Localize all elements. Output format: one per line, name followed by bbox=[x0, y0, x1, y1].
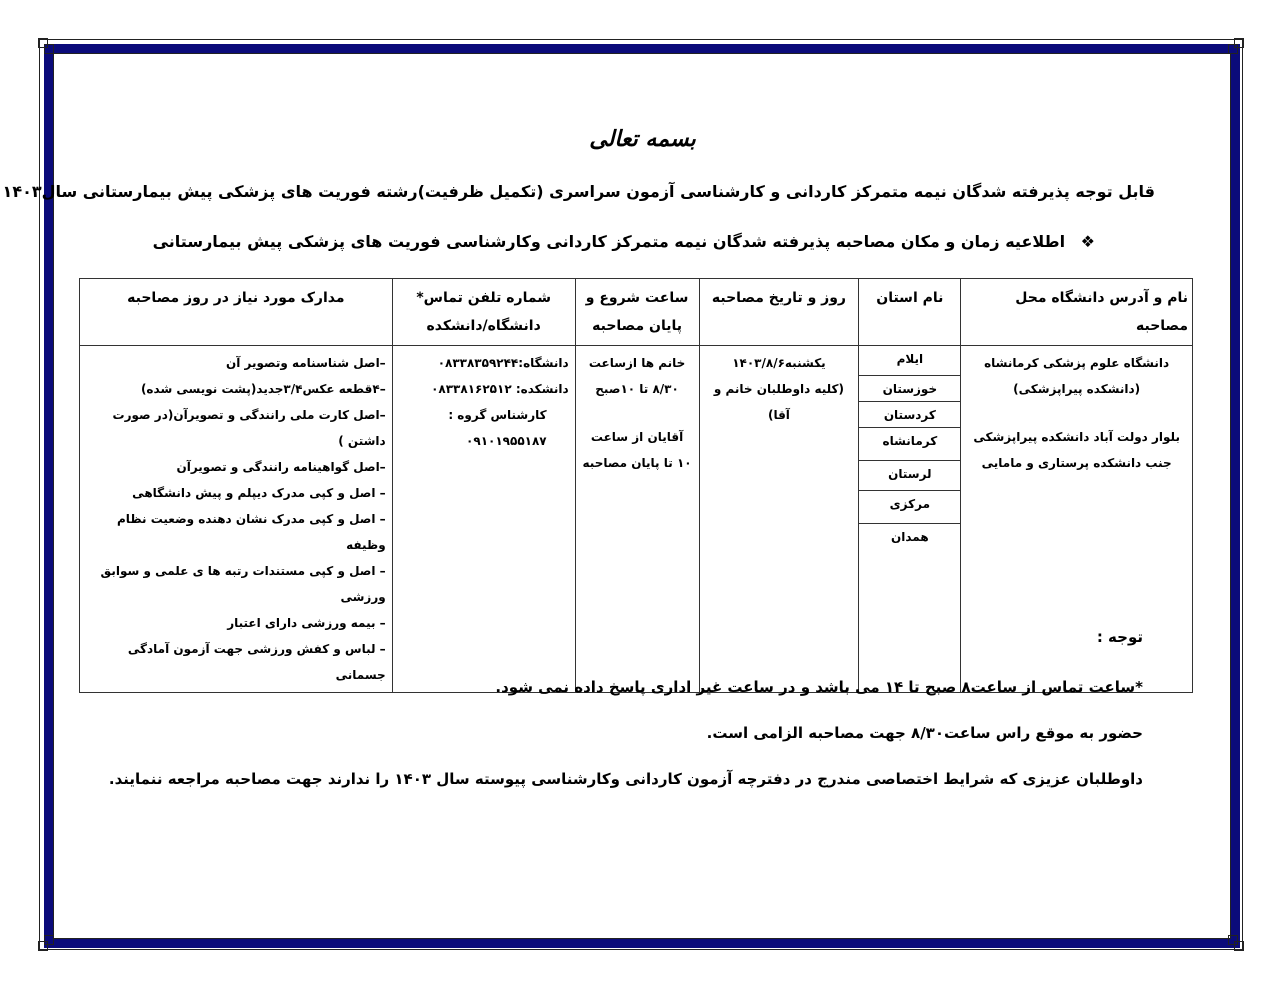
university-address-line-1: بلوار دولت آباد دانشکده پیراپزشکی bbox=[973, 430, 1180, 444]
header-university: نام و آدرس دانشگاه محل مصاحبه bbox=[961, 279, 1193, 346]
table-row bbox=[80, 346, 1193, 693]
phone-faculty: دانشکده: ۰۸۳۳۸۱۶۲۵۱۲ bbox=[431, 382, 569, 396]
province-item: خوزستان bbox=[859, 376, 960, 402]
cell-university bbox=[961, 346, 1193, 693]
notice-heading-text: اطلاعیه زمان و مکان مصاحبه پذیرفته شدگان نیمه متمرکز کاردانی وکارشناسی فوریت های پزشکی پیش بیمارستانی bbox=[152, 232, 1066, 251]
time-women-range: ۸/۳۰ تا ۱۰صبح bbox=[595, 382, 679, 396]
time-women-label: خانم ها ازساعت bbox=[588, 356, 686, 370]
document-item: –اصل گواهینامه رانندگی و تصویرآن bbox=[176, 460, 386, 474]
province-item: کردستان bbox=[859, 402, 960, 428]
corner-ornament-icon bbox=[38, 38, 56, 56]
document-item: –اصل شناسنامه وتصویر آن bbox=[225, 356, 386, 370]
header-province: نام استان bbox=[859, 279, 961, 346]
document-item: – اصل و کپی مدرک دیپلم و پیش دانشگاهی bbox=[132, 486, 386, 500]
province-item: همدان bbox=[891, 530, 929, 544]
header-time: ساعت شروع و پایان مصاحبه bbox=[575, 279, 699, 346]
document-item: –۴قطعه عکس۳/۴جدید(پشت نویسی شده) bbox=[140, 382, 386, 396]
notice-heading bbox=[153, 232, 1095, 251]
phone-university: دانشگاه:۰۸۳۳۸۳۵۹۲۴۴ bbox=[437, 356, 569, 370]
header-documents: مدارک مورد نیاز در روز مصاحبه bbox=[80, 279, 393, 346]
university-address-line-2: جنب دانشکده پرستاری و مامایی bbox=[981, 456, 1172, 470]
corner-ornament-icon bbox=[38, 933, 56, 951]
cell-time bbox=[575, 346, 699, 693]
phone-expert-label: کارشناس گروه : bbox=[448, 408, 547, 422]
table-header-row bbox=[80, 279, 1193, 346]
province-list bbox=[859, 346, 960, 629]
province-item: ایلام bbox=[859, 346, 960, 376]
cell-date bbox=[699, 346, 859, 693]
diamond-bullet-icon: ❖ bbox=[1080, 232, 1095, 251]
announcement-subtitle: قابل توجه پذیرفته شدگان نیمه متمرکز کاردانی و کارشناسی آزمون سراسری (تکمیل ظرفیت)رشته فوریت های پزشکی پیش بیمارستانی سال۱۴۰۳ bbox=[2, 182, 1155, 201]
university-name: دانشگاه علوم پزشکی کرمانشاه bbox=[984, 356, 1170, 370]
time-men-label: آقایان از ساعت bbox=[590, 430, 684, 444]
cell-documents bbox=[80, 346, 393, 693]
document-item: – اصل و کپی مدرک نشان دهنده وضعیت نظام وظیفه bbox=[117, 512, 386, 552]
cell-phone bbox=[392, 346, 575, 693]
header-phone: شماره تلفن تماس* دانشگاه/دانشکده bbox=[392, 279, 575, 346]
interview-schedule-table bbox=[79, 278, 1193, 693]
province-item: لرستان bbox=[859, 461, 960, 491]
note-eligibility: داوطلبان عزیزی که شرایط اختصاصی مندرج در دفترچه آزمون کاردانی وکارشناسی پیوسته سال ۱۴۰۳ را ندارند جهت مصاحبه مراجعه ننمایند. bbox=[108, 770, 1143, 788]
interview-date: یکشنبه۱۴۰۳/۸/۶ bbox=[732, 356, 826, 370]
province-item: مرکزی bbox=[859, 491, 960, 524]
note-punctuality: حضور به موقع راس ساعت۸/۳۰ جهت مصاحبه الزامی است. bbox=[706, 724, 1143, 742]
document-item: – اصل و کپی مستندات رتبه ها ی علمی و سوابق ورزشی bbox=[100, 564, 386, 604]
university-faculty: (دانشکده پیراپزشکی) bbox=[1013, 382, 1141, 396]
page-title: بسمه تعالی bbox=[589, 126, 696, 152]
phone-expert: ۰۹۱۰۱۹۵۵۱۸۷ bbox=[466, 434, 547, 448]
interview-date-note: (کلیه داوطلبان خانم و آقا) bbox=[713, 382, 845, 422]
note-contact-hours: *ساعت تماس از ساعت۸ صبح تا ۱۴ می باشد و در ساعت غیر اداری پاسخ داده نمی شود. bbox=[495, 678, 1143, 696]
document-item: – بیمه ورزشی دارای اعتبار bbox=[227, 616, 386, 630]
corner-ornament-icon bbox=[1226, 933, 1244, 951]
province-item: کرمانشاه bbox=[859, 428, 960, 461]
document-item: –اصل کارت ملی رانندگی و تصویرآن(در صورت داشتن ) bbox=[112, 408, 386, 448]
document-item: – لباس و کفش ورزشی جهت آزمون آمادگی جسمانی bbox=[127, 642, 386, 682]
time-men-range: ۱۰ تا پایان مصاحبه bbox=[582, 456, 692, 470]
cell-provinces bbox=[859, 346, 961, 693]
corner-ornament-icon bbox=[1226, 38, 1244, 56]
notes-label: توجه : bbox=[1096, 628, 1143, 646]
header-date: روز و تاریخ مصاحبه bbox=[699, 279, 859, 346]
document-page bbox=[2, 60, 1225, 940]
